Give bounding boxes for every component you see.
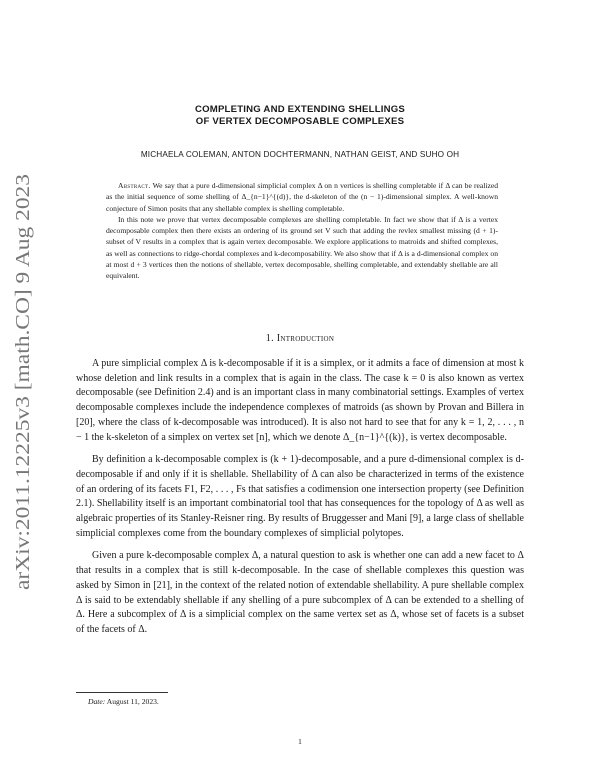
footnote-label: Date:: [88, 697, 106, 706]
body-paragraph-1: A pure simplicial complex Δ is k-decomposable if it is a simplex, or it admits a face of dimension at most k whose deletion and link results in a complex that is again in the class. The case k = 0 is also known as vertex decomposable (see Definition 2.4) and is an important class in many combinatorial settings. Examples of vertex decomposable complexes include the independence complexes of matroids (as shown by Provan and Billera in [20], where the class of k-decomposable was introduced). It is also not hard to see that for any k = 1, 2, . . . , n − 1 the k-skeleton of a simplex on vertex set [n], which we denote Δ_{n−1}^{(k)}, is vertex decomposable.: [76, 358, 524, 443]
author-list: MICHAELA COLEMAN, ANTON DOCHTERMANN, NATHAN GEIST, AND SUHO OH: [140, 150, 460, 159]
date-footnote: [88, 697, 159, 706]
paper-title: [60, 104, 540, 128]
arxiv-identifier-stamp: [8, 170, 38, 590]
body-paragraph-3: Given a pure k-decomposable complex Δ, a natural question to ask is whether one can add a new facet to Δ that results in a complex that is still k-decomposable. In the case of shellable complexes this question was asked by Simon in [21], in the context of the related notion of extendable shellability. A pure shellable complex Δ is said to be extendably shellable if any shelling of a pure subcomplex of Δ can be extended to a shelling of Δ. Here a subcomplex of Δ is a simplicial complex on the same vertex set as Δ, whose set of facets is a subset of the facets of Δ.: [76, 550, 524, 635]
section-title: Introduction: [276, 333, 335, 344]
footnote-date: August 11, 2023.: [106, 697, 159, 706]
paper-title-line-1: COMPLETING AND EXTENDING SHELLINGS: [194, 104, 406, 115]
footnote-divider: [76, 692, 168, 693]
section-number: 1.: [265, 333, 274, 344]
abstract-p1-text: We say that a pure d-dimensional simplicial complex Δ on n vertices is shelling completable if Δ can be realized as the initial sequence of some shelling of Δ_{n−1}^{(d)}, the d-skeleton of the (n − 1)-dimensional simplex. A well-known conjecture of Simon posits that any shellable complex is shelling completable.: [106, 181, 499, 213]
abstract-label: Abstract.: [118, 181, 151, 190]
paper-title-line-2: OF VERTEX DECOMPOSABLE COMPLEXES: [195, 116, 405, 127]
arxiv-identifier-text: arXiv:2011.12225v3 [math.CO] 9 Aug 2023: [13, 244, 34, 590]
abstract-paragraph-1: [106, 180, 498, 214]
introduction-body: [76, 357, 524, 646]
body-paragraph-2: By definition a k-decomposable complex is (k + 1)-decomposable, and a pure d-dimensional complex is d-decomposable if and only if it is shellable. Shellability of Δ can also be characterized in terms of the existence of an ordering of its facets F1, F2, . . . , Fs that satisfies a codimension one intersection property (see Definition 2.1). Shellability itself is an important combinatorial tool that has consequences for the topology of Δ as well as algebraic properties of its Stanley-Reisner ring. By results of Bruggesser and Mani [9], a large class of shellable simplicial complexes come from the boundary complexes of simplicial polytopes.: [76, 454, 524, 539]
abstract-paragraph-2: In this note we prove that vertex decomposable complexes are shelling completable. In fact we show that if Δ is a vertex decomposable complex then there exists an ordering of its ground set V such that adding the revlex smallest missing (d + 1)-subset of V results in a complex that is again vertex decomposable. We explore applications to matroids and shifted complexes, as well as connections to ridge-chordal complexes and k-decomposability. We also show that if Δ is a d-dimensional complex on at most d + 3 vertices then the notions of shellable, vertex decomposable, shelling completable, and extendably shellable are all equivalent.: [106, 214, 498, 281]
page-number: 1: [298, 737, 302, 746]
section-heading-introduction: [60, 333, 540, 344]
abstract: [106, 180, 498, 282]
